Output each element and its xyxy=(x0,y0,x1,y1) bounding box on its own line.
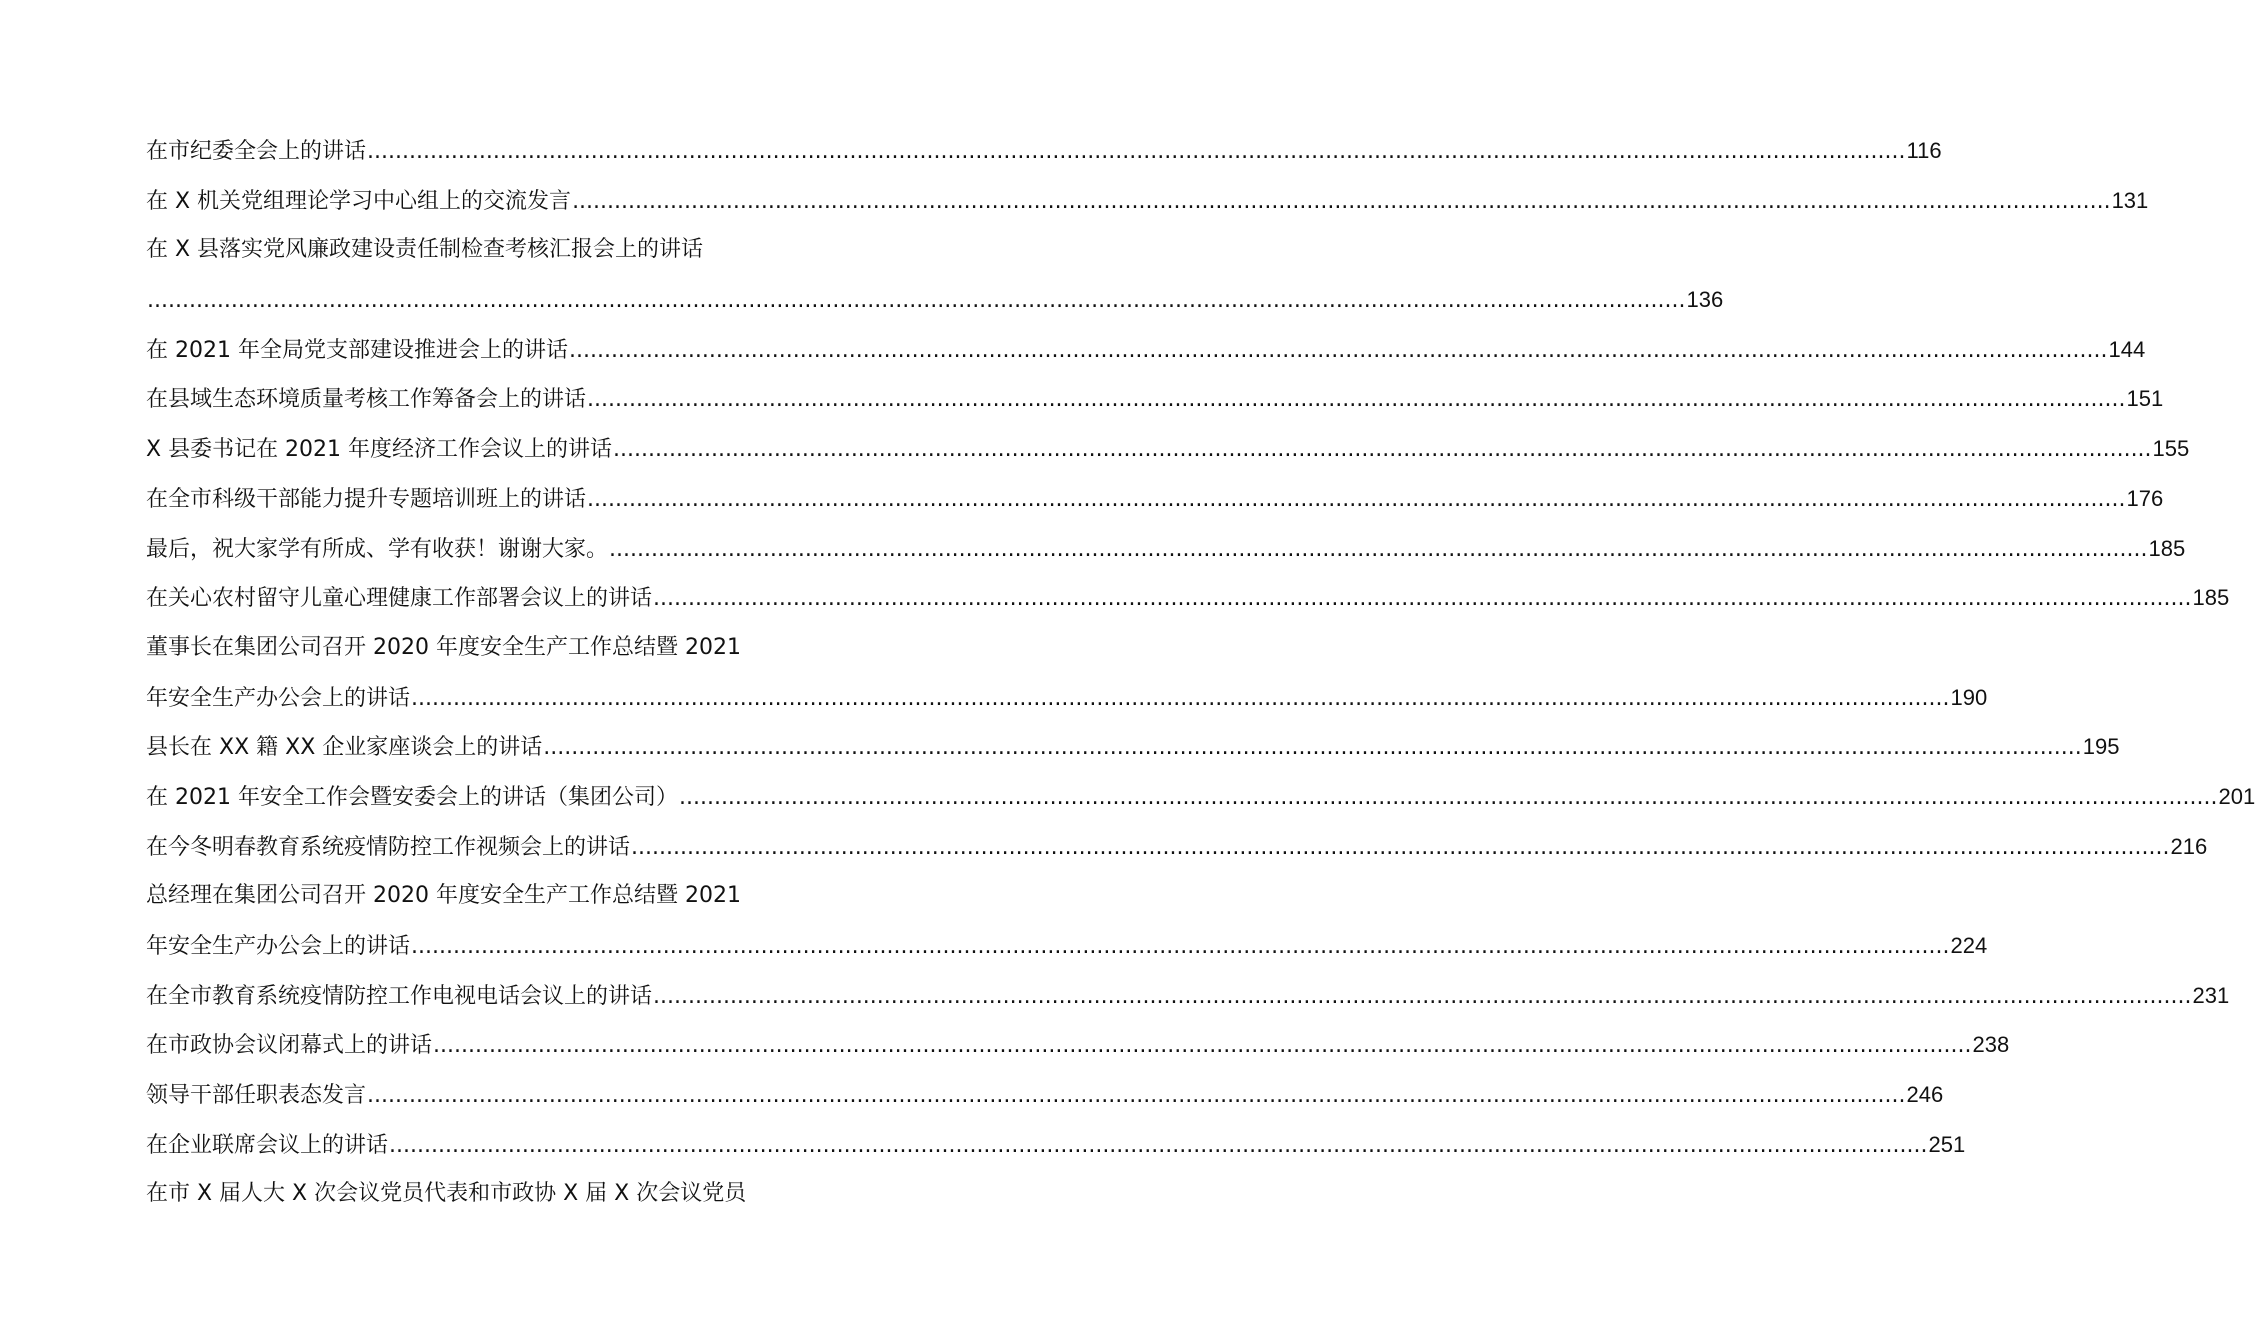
toc-entry xyxy=(146,325,2146,375)
toc-entry xyxy=(146,176,2149,226)
toc-entry-title: 在市政协会议闭幕式上的讲话 xyxy=(146,1033,433,1059)
toc-page-number: 131 xyxy=(2111,187,2149,213)
toc-entry xyxy=(146,374,2164,424)
toc-entry xyxy=(146,971,2230,1021)
toc-page-number: 224 xyxy=(1950,933,1988,958)
toc-entry xyxy=(146,573,2230,623)
toc-entry xyxy=(146,1120,1966,1170)
toc-entry xyxy=(146,474,2164,524)
toc-entry-title: 在县域生态环境质量考核工作筹备会上的讲话 xyxy=(146,387,587,413)
toc-entry xyxy=(146,524,2186,574)
toc-entry-title: 县长在 XX 籍 XX 企业家座谈会上的讲话 xyxy=(146,735,543,761)
toc-page-number: 231 xyxy=(2192,982,2230,1008)
toc-entry-title: 在市纪委全会上的讲话 xyxy=(146,139,367,164)
toc-entry-title: 在 X 机关党组理论学习中心组上的交流发言 xyxy=(146,188,572,214)
toc-page-number: 116 xyxy=(1906,138,1942,163)
toc-dot-leader: ............................................................................................................................................................................................................................ xyxy=(568,337,2108,363)
toc-page-number: 195 xyxy=(2082,734,2120,760)
toc-dot-leader: ............................................................................................................................................................................................................................ xyxy=(678,784,2218,810)
toc-page-number: 185 xyxy=(2192,585,2230,611)
toc-dot-leader: ............................................................................................................................................................................................................................ xyxy=(572,188,2111,214)
toc-entry-title: 在企业联席会议上的讲话 xyxy=(146,1132,389,1158)
toc-page-number: 176 xyxy=(2126,485,2164,511)
toc-dot-leader: ............................................................................................................................................................................................................................ xyxy=(433,1033,1972,1059)
toc-dot-leader: ............................................................................................................................................................................................................................ xyxy=(147,288,1686,314)
toc-page-number: 251 xyxy=(1928,1131,1966,1157)
toc-page-number: 238 xyxy=(1972,1032,2010,1058)
toc-entry-title: 在全市教育系统疫情防控工作电视电话会议上的讲话 xyxy=(146,983,653,1009)
toc-dot-leader: ............................................................................................................................................................................................................................ xyxy=(609,536,2148,562)
toc-dot-leader: ............................................................................................................................................................................................................................ xyxy=(587,387,2126,413)
toc-entry xyxy=(146,126,1942,176)
toc-entry xyxy=(146,772,2255,822)
toc-dot-leader: ............................................................................................................................................................................................................................ xyxy=(367,139,1906,164)
toc-page-number: 151 xyxy=(2126,386,2164,412)
toc-dot-leader: ............................................................................................................................................................................................................................ xyxy=(631,834,2170,860)
toc-dot-leader: ............................................................................................................................................................................................................................ xyxy=(411,934,1950,959)
toc-dot-leader: ............................................................................................................................................................................................................................ xyxy=(367,1083,1906,1109)
toc-dot-leader: ............................................................................................................................................................................................................................ xyxy=(653,983,2192,1009)
toc-entry xyxy=(146,722,2120,772)
toc-entry-title: X 县委书记在 2021 年度经济工作会议上的讲话 xyxy=(146,437,613,463)
toc-entry xyxy=(146,275,1724,325)
toc-page-number: 216 xyxy=(2170,833,2208,859)
toc-entry xyxy=(146,822,2208,872)
toc-entry-title: 在全市科级干部能力提升专题培训班上的讲话 xyxy=(146,486,587,512)
toc-entry-title: 总经理在集团公司召开 2020 年度安全生产工作总结暨 2021 xyxy=(146,883,741,909)
toc-entry-title: 年安全生产办公会上的讲话 xyxy=(146,685,411,711)
toc-entry-title: 在 X 县落实党风廉政建设责任制检查考核汇报会上的讲话 xyxy=(146,237,704,263)
toc-entry xyxy=(146,623,806,673)
toc-entry xyxy=(146,673,1988,723)
toc-entry xyxy=(146,1070,1944,1120)
toc-dot-leader: ............................................................................................................................................................................................................................ xyxy=(543,735,2082,761)
toc-page-number: 201 xyxy=(2218,783,2255,809)
toc-entry xyxy=(146,871,806,921)
toc-entry-title: 在今冬明春教育系统疫情防控工作视频会上的讲话 xyxy=(146,834,631,860)
toc-entry-title: 在 2021 年全局党支部建设推进会上的讲话 xyxy=(146,337,568,363)
toc-dot-leader: ............................................................................................................................................................................................................................ xyxy=(389,1132,1928,1158)
toc-entry xyxy=(146,1020,2010,1070)
toc-page-number: 185 xyxy=(2148,535,2186,561)
toc-entry-title: 在关心农村留守儿童心理健康工作部署会议上的讲话 xyxy=(146,586,653,612)
toc-entry-title: 年安全生产办公会上的讲话 xyxy=(146,934,411,959)
toc-entry-title: 在 2021 年安全工作会暨安委会上的讲话（集团公司） xyxy=(146,784,678,810)
toc-entry xyxy=(146,225,806,275)
toc-entry xyxy=(146,1169,806,1219)
toc-page-number: 144 xyxy=(2108,336,2146,362)
toc-entry-title: 最后，祝大家学有所成、学有收获！谢谢大家。 xyxy=(146,536,609,562)
toc-page-number: 246 xyxy=(1906,1082,1944,1108)
toc-entry-title: 领导干部任职表态发言 xyxy=(146,1083,367,1109)
toc-page-number: 190 xyxy=(1950,684,1988,710)
toc-dot-leader: ............................................................................................................................................................................................................................ xyxy=(411,685,1950,711)
toc-page-number: 155 xyxy=(2152,436,2190,462)
toc-entry-title: 董事长在集团公司召开 2020 年度安全生产工作总结暨 2021 xyxy=(146,634,741,660)
table-of-contents xyxy=(146,126,2255,1219)
toc-entry xyxy=(146,921,1988,971)
toc-page-number: 136 xyxy=(1686,287,1724,313)
toc-dot-leader: ............................................................................................................................................................................................................................ xyxy=(613,437,2152,463)
toc-dot-leader: ............................................................................................................................................................................................................................ xyxy=(587,486,2126,512)
toc-dot-leader: ............................................................................................................................................................................................................................ xyxy=(653,586,2192,612)
toc-entry xyxy=(146,424,2190,474)
toc-entry-title: 在市 X 届人大 X 次会议党员代表和市政协 X 届 X 次会议党员 xyxy=(146,1181,747,1207)
